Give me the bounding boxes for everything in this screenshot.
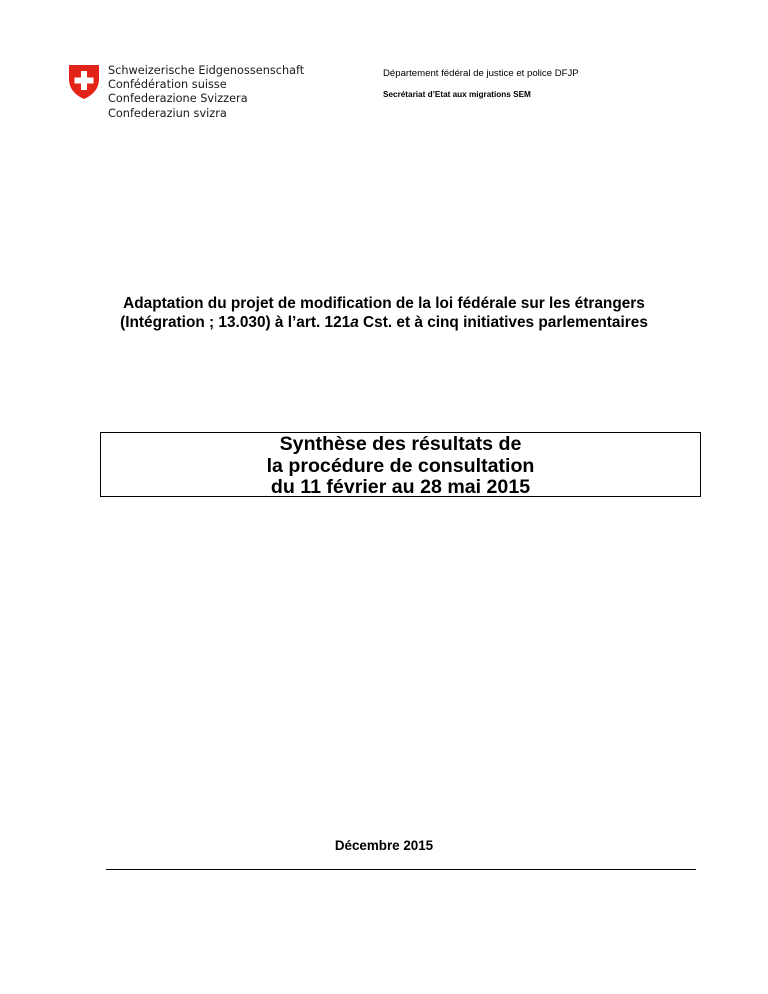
confederation-name-it: Confederazione Svizzera — [108, 92, 248, 106]
document-title — [101, 434, 700, 499]
document-subject — [70, 294, 698, 332]
bottom-divider — [106, 869, 696, 870]
title-line-2: la procédure de consultation — [266, 454, 535, 477]
secretariat-name: Secrétariat d’Etat aux migrations SEM — [383, 90, 531, 99]
department-name: Département fédéral de justice et police DFJP — [383, 68, 579, 79]
title-line-1: Synthèse des résultats de — [279, 433, 522, 455]
swiss-shield-icon — [68, 64, 100, 100]
title-line-3: du 11 février au 28 mai 2015 — [270, 476, 531, 498]
subject-line-1: Adaptation du projet de modification de la loi fédérale sur les étrangers — [123, 295, 645, 312]
subject-line-2 — [70, 313, 698, 332]
confederation-name-de: Schweizerische Eidgenossenschaft — [108, 64, 305, 77]
title-box — [100, 432, 701, 497]
confederation-name-fr: Confédération suisse — [108, 78, 227, 92]
confederation-logo — [68, 64, 308, 124]
department-block — [383, 68, 579, 100]
subject-line-2-italic: a — [350, 314, 359, 331]
confederation-name-rm: Confederaziun svizra — [108, 106, 227, 120]
confederation-names — [108, 64, 304, 121]
subject-line-2-end: Cst. et à cinq initiatives parlementaires — [358, 314, 648, 331]
subject-line-2-start: (Intégration ; 13.030) à l’art. 121 — [120, 314, 351, 331]
document-date: Décembre 2015 — [334, 838, 434, 853]
